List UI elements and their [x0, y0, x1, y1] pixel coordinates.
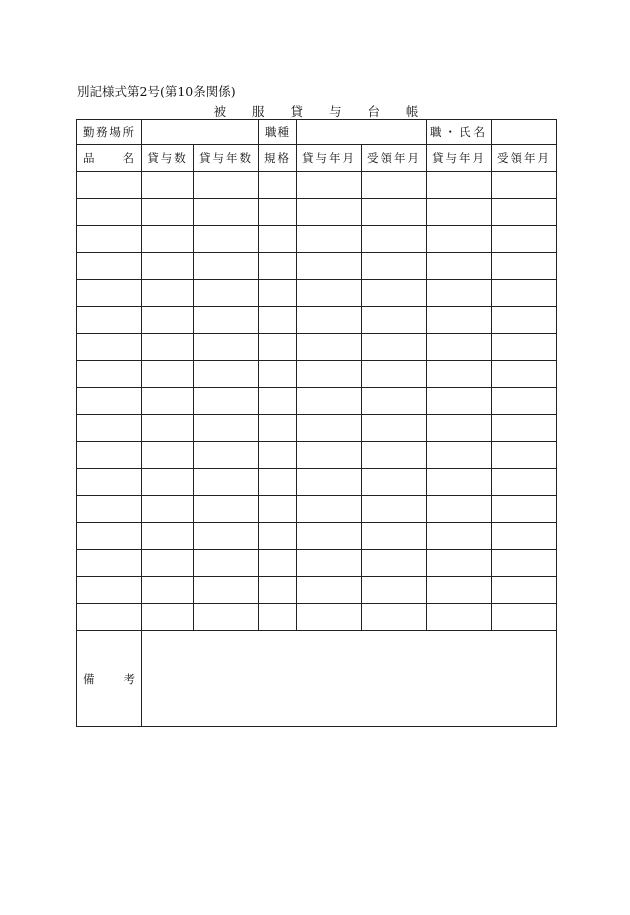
receipt-date-1-cell[interactable] — [362, 496, 427, 523]
header-row — [77, 120, 557, 145]
table-row — [77, 604, 557, 631]
loan-date-2-cell[interactable] — [427, 496, 492, 523]
receipt-date-2-cell[interactable] — [492, 577, 557, 604]
loan-date-1-cell[interactable] — [297, 496, 362, 523]
table-row — [77, 550, 557, 577]
loan-date-1-cell[interactable] — [297, 604, 362, 631]
item-name-cell[interactable] — [77, 415, 142, 442]
specification-cell[interactable] — [259, 307, 297, 334]
receipt-date-1-cell[interactable] — [362, 415, 427, 442]
loan-date-1-cell[interactable] — [297, 442, 362, 469]
table-row — [77, 280, 557, 307]
specification-cell[interactable] — [259, 577, 297, 604]
loan-quantity-cell[interactable] — [142, 442, 194, 469]
loan-years-cell[interactable] — [194, 388, 259, 415]
item-name-cell[interactable] — [77, 577, 142, 604]
item-name-cell[interactable] — [77, 253, 142, 280]
table-row — [77, 415, 557, 442]
receipt-date-1-cell[interactable] — [362, 604, 427, 631]
receipt-date-1-cell[interactable] — [362, 199, 427, 226]
table-row — [77, 199, 557, 226]
item-name-cell[interactable] — [77, 199, 142, 226]
table-row — [77, 577, 557, 604]
col-loan-years: 貸与年数 — [194, 145, 259, 172]
receipt-date-2-cell[interactable] — [492, 496, 557, 523]
loan-quantity-cell[interactable] — [142, 469, 194, 496]
receipt-date-2-cell[interactable] — [492, 253, 557, 280]
receipt-date-2-cell[interactable] — [492, 172, 557, 199]
loan-date-2-cell[interactable] — [427, 604, 492, 631]
loan-date-1-cell[interactable] — [297, 334, 362, 361]
loan-quantity-cell[interactable] — [142, 226, 194, 253]
loan-quantity-cell[interactable] — [142, 361, 194, 388]
page-title: 被 服 貸 与 台 帳 — [213, 104, 430, 119]
form-number: 別記様式第2号(第10条関係) — [77, 84, 236, 99]
receipt-date-1-cell[interactable] — [362, 307, 427, 334]
specification-cell[interactable] — [259, 388, 297, 415]
remarks-row — [77, 631, 557, 727]
specification-cell[interactable] — [259, 442, 297, 469]
receipt-date-2-cell[interactable] — [492, 469, 557, 496]
position-name-field[interactable] — [492, 120, 557, 145]
loan-years-cell[interactable] — [194, 604, 259, 631]
loan-quantity-cell[interactable] — [142, 496, 194, 523]
loan-quantity-cell[interactable] — [142, 280, 194, 307]
loan-quantity-cell[interactable] — [142, 523, 194, 550]
col-loan-quantity: 貸与数 — [142, 145, 194, 172]
loan-years-cell[interactable] — [194, 172, 259, 199]
clothing-loan-ledger-table — [76, 119, 557, 727]
col-receipt-date-2: 受領年月 — [492, 145, 557, 172]
position-name-label: 職・氏名 — [427, 120, 492, 145]
job-type-label: 職種 — [259, 120, 297, 145]
table-row — [77, 388, 557, 415]
loan-date-1-cell[interactable] — [297, 361, 362, 388]
loan-date-1-cell[interactable] — [297, 280, 362, 307]
loan-quantity-cell[interactable] — [142, 334, 194, 361]
receipt-date-2-cell[interactable] — [492, 415, 557, 442]
specification-cell[interactable] — [259, 226, 297, 253]
loan-date-1-cell[interactable] — [297, 307, 362, 334]
loan-quantity-cell[interactable] — [142, 307, 194, 334]
col-item-name: 品 名 — [77, 145, 142, 172]
col-loan-date-1: 貸与年月 — [297, 145, 362, 172]
receipt-date-2-cell[interactable] — [492, 199, 557, 226]
loan-quantity-cell[interactable] — [142, 199, 194, 226]
loan-date-1-cell[interactable] — [297, 469, 362, 496]
item-name-cell[interactable] — [77, 442, 142, 469]
loan-date-2-cell[interactable] — [427, 334, 492, 361]
receipt-date-2-cell[interactable] — [492, 226, 557, 253]
loan-years-cell[interactable] — [194, 577, 259, 604]
loan-quantity-cell[interactable] — [142, 577, 194, 604]
receipt-date-1-cell[interactable] — [362, 388, 427, 415]
col-receipt-date-1: 受領年月 — [362, 145, 427, 172]
table-row — [77, 307, 557, 334]
loan-date-1-cell[interactable] — [297, 523, 362, 550]
table-row — [77, 442, 557, 469]
item-name-cell[interactable] — [77, 226, 142, 253]
specification-cell[interactable] — [259, 253, 297, 280]
specification-cell[interactable] — [259, 334, 297, 361]
specification-cell[interactable] — [259, 604, 297, 631]
loan-date-1-cell[interactable] — [297, 199, 362, 226]
remarks-label — [77, 631, 142, 727]
specification-cell[interactable] — [259, 172, 297, 199]
loan-date-1-cell[interactable] — [297, 415, 362, 442]
item-name-cell[interactable] — [77, 496, 142, 523]
loan-date-2-cell[interactable] — [427, 226, 492, 253]
col-loan-date-2: 貸与年月 — [427, 145, 492, 172]
receipt-date-1-cell[interactable] — [362, 550, 427, 577]
receipt-date-1-cell[interactable] — [362, 469, 427, 496]
remarks-field[interactable] — [142, 631, 557, 727]
table-row — [77, 469, 557, 496]
loan-date-2-cell[interactable] — [427, 307, 492, 334]
receipt-date-2-cell[interactable] — [492, 280, 557, 307]
item-name-cell[interactable] — [77, 550, 142, 577]
loan-date-2-cell[interactable] — [427, 523, 492, 550]
remarks-label-text: 備 考 — [83, 671, 135, 686]
receipt-date-1-cell[interactable] — [362, 226, 427, 253]
loan-years-cell[interactable] — [194, 307, 259, 334]
loan-date-2-cell[interactable] — [427, 253, 492, 280]
loan-years-cell[interactable] — [194, 334, 259, 361]
receipt-date-1-cell[interactable] — [362, 442, 427, 469]
table-row — [77, 496, 557, 523]
loan-date-1-cell[interactable] — [297, 577, 362, 604]
loan-date-2-cell[interactable] — [427, 469, 492, 496]
loan-quantity-cell[interactable] — [142, 253, 194, 280]
loan-years-cell[interactable] — [194, 496, 259, 523]
loan-date-2-cell[interactable] — [427, 361, 492, 388]
loan-date-2-cell[interactable] — [427, 415, 492, 442]
receipt-date-2-cell[interactable] — [492, 523, 557, 550]
loan-years-cell[interactable] — [194, 523, 259, 550]
loan-years-cell[interactable] — [194, 199, 259, 226]
loan-years-cell[interactable] — [194, 280, 259, 307]
workplace-label: 勤務場所 — [77, 120, 142, 145]
item-name-cell[interactable] — [77, 172, 142, 199]
item-name-cell[interactable] — [77, 307, 142, 334]
item-name-cell[interactable] — [77, 334, 142, 361]
specification-cell[interactable] — [259, 523, 297, 550]
item-name-cell[interactable] — [77, 523, 142, 550]
table-row — [77, 523, 557, 550]
loan-date-1-cell[interactable] — [297, 172, 362, 199]
loan-date-2-cell[interactable] — [427, 442, 492, 469]
receipt-date-1-cell[interactable] — [362, 172, 427, 199]
loan-date-2-cell[interactable] — [427, 199, 492, 226]
receipt-date-1-cell[interactable] — [362, 334, 427, 361]
table-row — [77, 172, 557, 199]
item-name-cell[interactable] — [77, 469, 142, 496]
table-row — [77, 361, 557, 388]
loan-date-2-cell[interactable] — [427, 577, 492, 604]
loan-quantity-cell[interactable] — [142, 172, 194, 199]
receipt-date-2-cell[interactable] — [492, 334, 557, 361]
loan-date-1-cell[interactable] — [297, 226, 362, 253]
column-header-row — [77, 145, 557, 172]
loan-years-cell[interactable] — [194, 442, 259, 469]
receipt-date-2-cell[interactable] — [492, 550, 557, 577]
loan-date-2-cell[interactable] — [427, 550, 492, 577]
receipt-date-1-cell[interactable] — [362, 361, 427, 388]
specification-cell[interactable] — [259, 469, 297, 496]
table-row — [77, 226, 557, 253]
loan-date-2-cell[interactable] — [427, 388, 492, 415]
loan-quantity-cell[interactable] — [142, 604, 194, 631]
loan-quantity-cell[interactable] — [142, 550, 194, 577]
receipt-date-1-cell[interactable] — [362, 253, 427, 280]
item-name-cell[interactable] — [77, 280, 142, 307]
receipt-date-2-cell[interactable] — [492, 442, 557, 469]
loan-date-2-cell[interactable] — [427, 280, 492, 307]
job-type-field[interactable] — [297, 120, 427, 145]
receipt-date-2-cell[interactable] — [492, 361, 557, 388]
table-row — [77, 253, 557, 280]
receipt-date-2-cell[interactable] — [492, 388, 557, 415]
receipt-date-2-cell[interactable] — [492, 604, 557, 631]
receipt-date-1-cell[interactable] — [362, 523, 427, 550]
loan-date-1-cell[interactable] — [297, 253, 362, 280]
loan-years-cell[interactable] — [194, 415, 259, 442]
specification-cell[interactable] — [259, 496, 297, 523]
specification-cell[interactable] — [259, 199, 297, 226]
loan-quantity-cell[interactable] — [142, 388, 194, 415]
loan-years-cell[interactable] — [194, 253, 259, 280]
loan-years-cell[interactable] — [194, 361, 259, 388]
col-specification: 規格 — [259, 145, 297, 172]
specification-cell[interactable] — [259, 280, 297, 307]
loan-date-1-cell[interactable] — [297, 550, 362, 577]
specification-cell[interactable] — [259, 361, 297, 388]
specification-cell[interactable] — [259, 415, 297, 442]
specification-cell[interactable] — [259, 550, 297, 577]
receipt-date-1-cell[interactable] — [362, 280, 427, 307]
loan-years-cell[interactable] — [194, 226, 259, 253]
loan-years-cell[interactable] — [194, 469, 259, 496]
item-name-cell[interactable] — [77, 388, 142, 415]
receipt-date-2-cell[interactable] — [492, 307, 557, 334]
table-row — [77, 334, 557, 361]
loan-years-cell[interactable] — [194, 550, 259, 577]
receipt-date-1-cell[interactable] — [362, 577, 427, 604]
loan-date-2-cell[interactable] — [427, 172, 492, 199]
loan-quantity-cell[interactable] — [142, 415, 194, 442]
loan-date-1-cell[interactable] — [297, 388, 362, 415]
item-name-cell[interactable] — [77, 361, 142, 388]
item-name-cell[interactable] — [77, 604, 142, 631]
workplace-field[interactable] — [142, 120, 259, 145]
